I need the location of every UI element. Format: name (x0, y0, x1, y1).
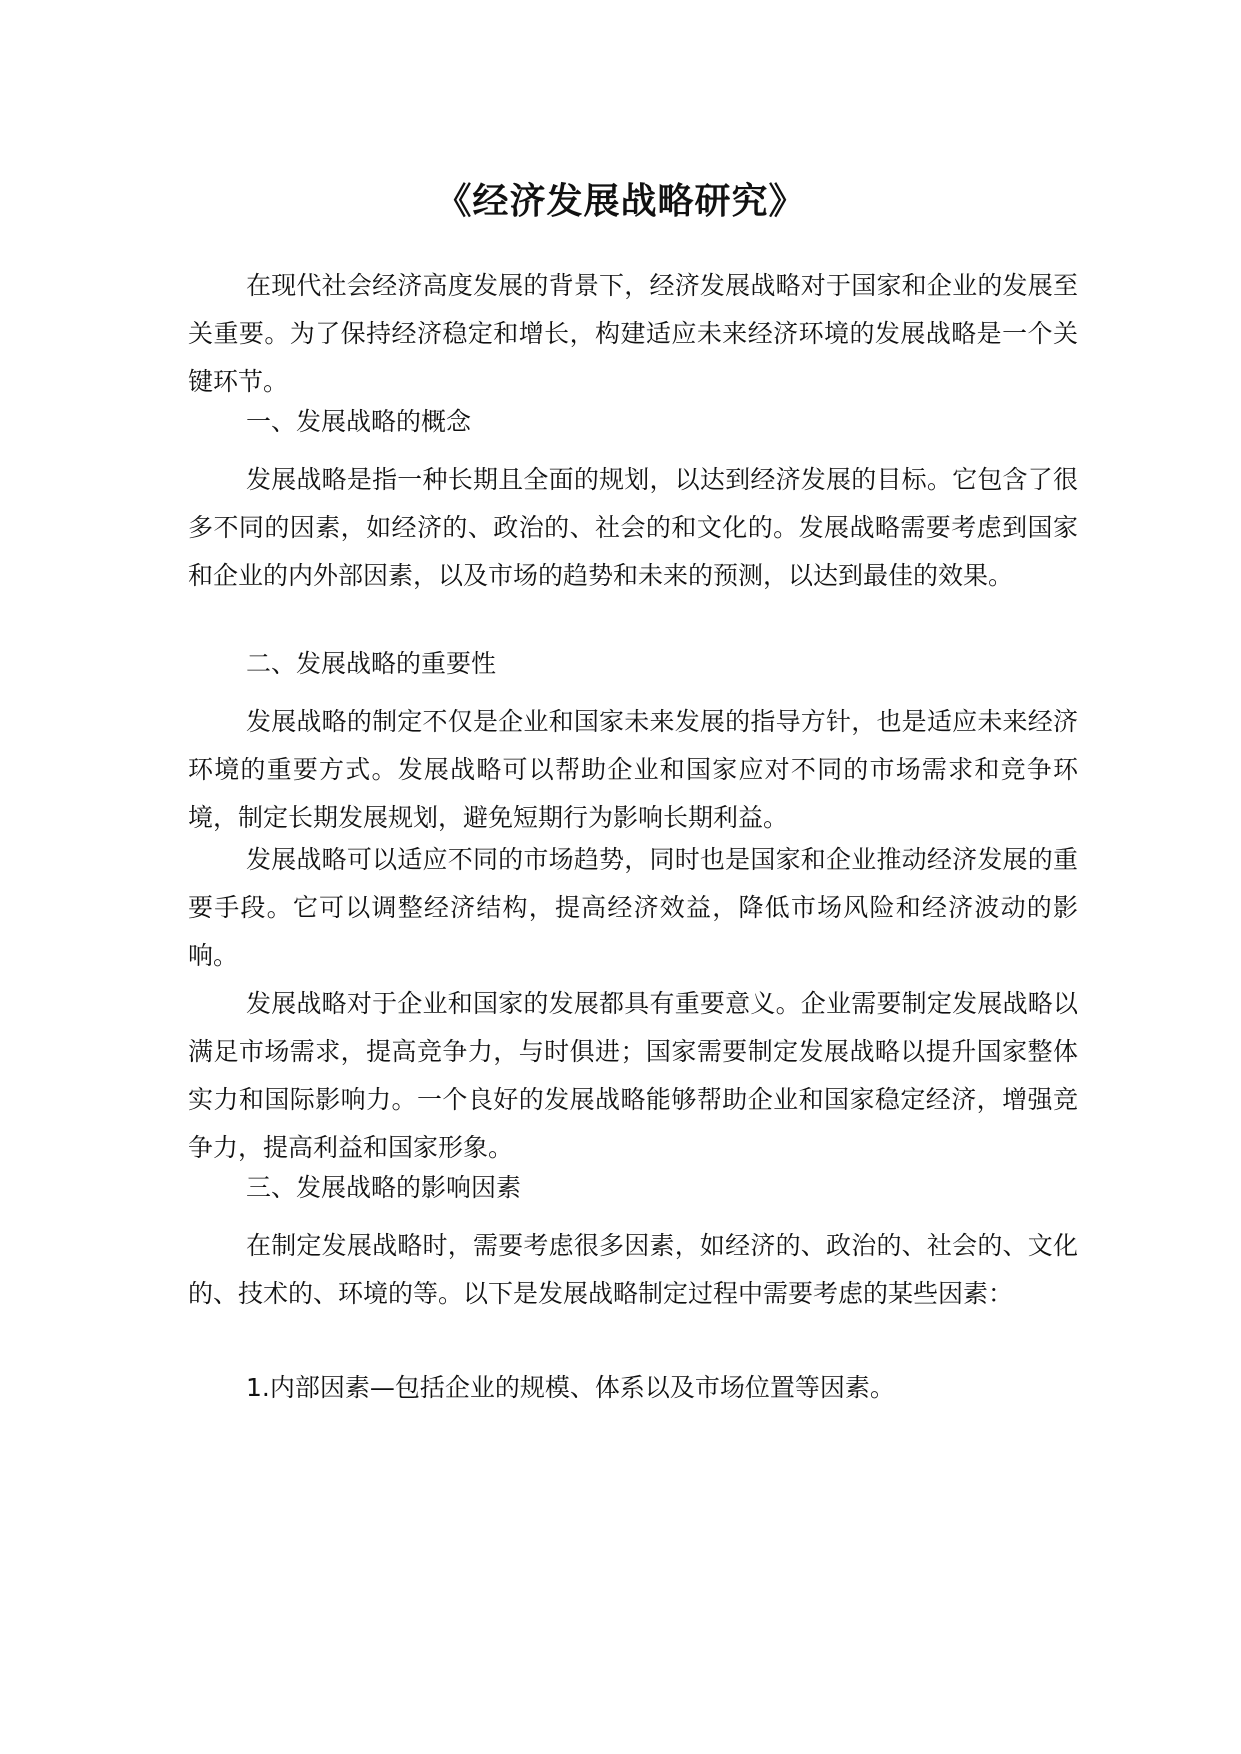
section-heading-importance: 二、发展战略的重要性 (246, 649, 497, 678)
importance-paragraph-2: 发展战略可以适应不同的市场趋势，同时也是国家和企业推动经济发展的重要手段。它可以调整经济结构，提高经济效益，降低市场风险和经济波动的影响。 (188, 845, 1078, 970)
concept-paragraph: 发展战略是指一种长期且全面的规划，以达到经济发展的目标。它包含了很多不同的因素，如经济的、政治的、社会的和文化的。发展战略需要考虑到国家和企业的内外部因素，以及市场的趋势和未来的预测，以达到最佳的效果。 (188, 465, 1078, 590)
section-heading-concept: 一、发展战略的概念 (246, 407, 472, 436)
intro-paragraph: 在现代社会经济高度发展的背景下，经济发展战略对于国家和企业的发展至关重要。为了保持经济稳定和增长，构建适应未来经济环境的发展战略是一个关键环节。 (188, 271, 1078, 396)
section-heading-factors: 三、发展战略的影响因素 (246, 1173, 522, 1202)
factors-paragraph: 在制定发展战略时，需要考虑很多因素，如经济的、政治的、社会的、文化的、技术的、环境的等。以下是发展战略制定过程中需要考虑的某些因素： (188, 1231, 1078, 1308)
document-title: 《经济发展战略研究》 (435, 181, 806, 222)
importance-paragraph-3: 发展战略对于企业和国家的发展都具有重要意义。企业需要制定发展战略以满足市场需求，提高竞争力，与时俱进；国家需要制定发展战略以提升国家整体实力和国际影响力。一个良好的发展战略能够帮助企业和国家稳定经济，增强竞争力，提高利益和国家形象。 (188, 989, 1078, 1162)
factor-list-item-1: 1.内部因素—包括企业的规模、体系以及市场位置等因素。 (246, 1373, 895, 1402)
importance-paragraph-1: 发展战略的制定不仅是企业和国家未来发展的指导方针，也是适应未来经济环境的重要方式。发展战略可以帮助企业和国家应对不同的市场需求和竞争环境，制定长期发展规划，避免短期行为影响长期利益。 (188, 707, 1078, 832)
